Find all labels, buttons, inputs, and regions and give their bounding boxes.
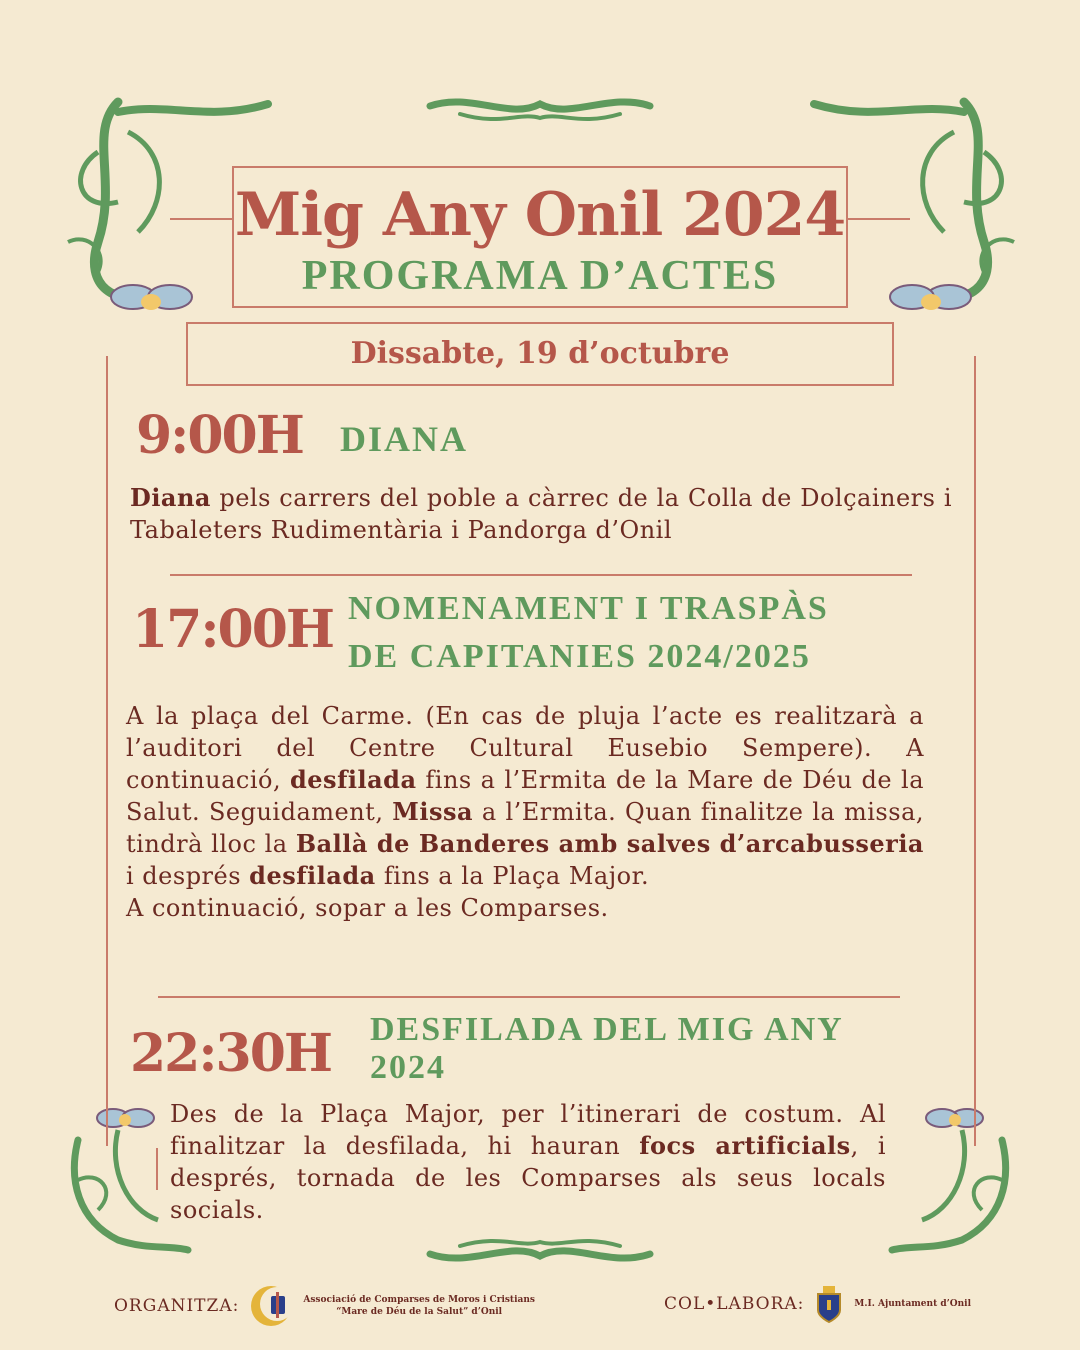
page-subtitle: PROGRAMA D’ACTES bbox=[301, 253, 779, 299]
section-divider bbox=[170, 574, 912, 576]
event-description-text: A la plaça del Carme. (En cas de pluja l’acte es realitzarà a l’auditori del Centre Cultural Eusebio Sempere). A continuació, desfilada fins a l’Ermita de la Mare de Déu de la Salut. Seguidament, Missa a l’Ermita. Quan finalitze la missa, tindrà lloc la Ballà de Banderes amb salves d’arcabusseria i després desfilada fins a la Plaça Major. bbox=[126, 702, 924, 890]
emphasis-text: desfilada bbox=[290, 765, 417, 794]
title-rule-left bbox=[170, 218, 232, 220]
colabora-label: COL•LABORA: bbox=[664, 1294, 805, 1314]
emphasis-text: Ballà de Banderes amb salves d’arcabusseria bbox=[295, 829, 924, 858]
emphasis-text: desfilada bbox=[249, 861, 376, 890]
event-description: Des de la Plaça Major, per l’itinerari de costum. Al finalitzar la desfilada, hi hauran focs artificials, i després, tornada de les Comparses als seus locals socials. bbox=[170, 1100, 887, 1224]
title-box bbox=[232, 166, 848, 308]
organitza-label: ORGANITZA: bbox=[114, 1296, 240, 1316]
footer-collaborator bbox=[664, 1284, 971, 1324]
emphasis-text: Diana bbox=[130, 483, 211, 512]
event-title-line2: DE CAPITANIES 2024/2025 bbox=[348, 638, 811, 675]
organizer-line1: Associació de Comparses de Moros i Cristians bbox=[303, 1295, 535, 1305]
emphasis-text: focs artificials bbox=[639, 1131, 851, 1160]
butterfly-icon bbox=[111, 285, 192, 310]
event-description bbox=[126, 700, 924, 924]
event-title: DIANA bbox=[340, 419, 469, 459]
event-title-line1: DESFILADA DEL MIG ANY bbox=[370, 1011, 844, 1048]
page-title: Mig Any Onil 2024 bbox=[234, 180, 846, 250]
event-time: 22:30H bbox=[130, 1023, 332, 1084]
floral-corner-bottom-right-icon bbox=[872, 1100, 1022, 1260]
event-title-line2: 2024 bbox=[370, 1049, 446, 1086]
crescent-shield-logo-icon bbox=[249, 1284, 293, 1328]
floral-ornament-bottom-icon bbox=[420, 1232, 660, 1268]
event-time: 9:00H bbox=[136, 405, 303, 466]
event-title-line1: NOMENAMENT I TRASPÀS bbox=[348, 590, 829, 627]
event-description: Diana pels carrers del poble a càrrec de la Colla de Dolçainers i Tabaleters Rudimentària i Pandorga d’Onil bbox=[130, 483, 952, 544]
date-banner: Dissabte, 19 d’octubre bbox=[186, 322, 894, 386]
text-marker bbox=[156, 1148, 158, 1190]
footer-organizer bbox=[114, 1284, 535, 1328]
title-rule-right bbox=[848, 218, 910, 220]
frame-line-right bbox=[974, 356, 976, 1146]
event-time: 17:00H bbox=[132, 599, 334, 660]
floral-ornament-top-icon bbox=[420, 92, 660, 128]
frame-line-left bbox=[106, 356, 108, 1146]
organizer-line2: “Mare de Déu de la Salut” d’Onil bbox=[336, 1307, 503, 1317]
event-description-extra: A continuació, sopar a les Comparses. bbox=[126, 894, 609, 922]
emphasis-text: Missa bbox=[392, 797, 474, 826]
collaborator-name: M.I. Ajuntament d’Onil bbox=[854, 1299, 972, 1309]
section-divider bbox=[158, 996, 900, 998]
butterfly-icon bbox=[890, 285, 971, 310]
municipal-crest-icon bbox=[812, 1284, 846, 1324]
organizer-name bbox=[303, 1294, 535, 1318]
